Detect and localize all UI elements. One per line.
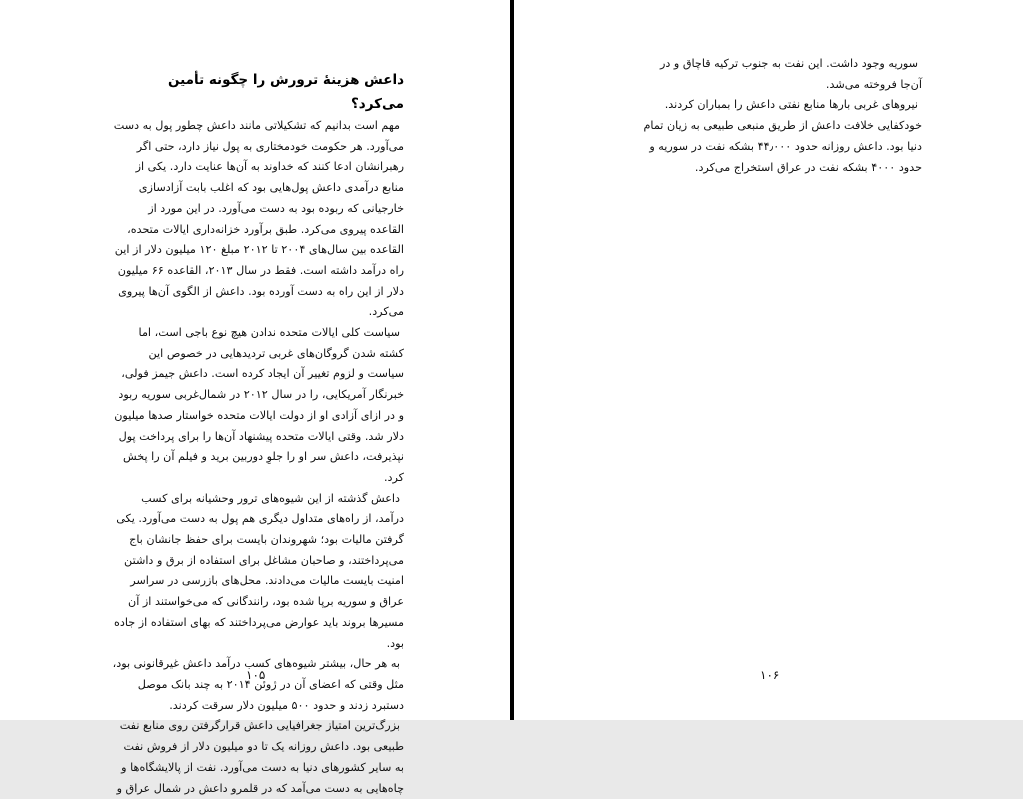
left-page — [0, 0, 510, 795]
right-page-text — [642, 54, 922, 178]
paragraph-oil: بزرگ‌ترین امتیاز جغرافیایی داعش قرارگرفتن روی منابع نفت طبیعی بود. داعش روزانه یک تا دو میلیون دلار از فروش نفت به سایر کشورهای دنیا به دست می‌آورد. نفت از پالایشگاه‌ها و چاه‌هایی به دست می‌آمد که در قلمرو داعش در شمال عراق و — [116, 719, 404, 795]
paragraph-bank-robbery: به هر حال، بیشتر شیوه‌های کسب درآمد داعش غیرقانونی بود، مثل وقتی که اعضای آن در ژوئن ۲۰۱۴ به چند بانک موصل دستبرد زدند و حدود ۵۰۰ میلیون دلار سرقت کردند. — [112, 657, 404, 712]
paragraph-ransom: مهم است بدانیم که تشکیلاتی مانند داعش چطور پول به دست می‌آورد. هر حکومت خودمختاری به پول نیاز دارد، حتی اگر رهبرانشان ادعا کنند که خداوند به آن‌ها عنایت دارد. یکی از منابع درآمدی داعش پول‌هایی بود که اغلب بابت آزادسازی خارجیانی که ربوده بود به دست می‌آورد. در این مورد از القاعده پیروی می‌کرد. طبق برآورد خزانه‌داری ایالات متحده، القاعده بین سال‌های ۲۰۰۴ تا ۲۰۱۲ مبلغ ۱۲۰ میلیون دلار از این راه درآمد داشته است. فقط در سال ۲۰۱۳، القاعده ۶۶ میلیون دلار از این راه به دست آورده بود. داعش از الگوی آن‌ها پیروی می‌کرد. — [113, 119, 404, 319]
page-number-left: ۱۰۵ — [246, 668, 266, 682]
paragraph-smuggling: سوریه وجود داشت. این نفت به جنوب ترکیه قاچاق و در آن‌جا فروخته می‌شد. — [659, 57, 922, 91]
left-page-text — [112, 68, 404, 799]
page-number-right: ۱۰۶ — [760, 668, 780, 682]
paragraph-taxes: داعش گذشته از این شیوه‌های ترور وحشیانه برای کسب درآمد، از راه‌های متداول دیگری هم پول به دست می‌آورد. یکی گرفتن مالیات بود؛ شهروندان بایست برای حفظ جانشان باج می‌پرداختند، و صاحبان مشاغل برای استفاده از برق و داشتن امنیت بایست مالیات می‌دادند. محل‌های بازرسی در سراسر عراق و سوریه برپا شده بود، رانندگانی که می‌خواستند از آن مسیرها بروند باید عوارض می‌پرداختند که بهای استفاده از جاده بود. — [114, 491, 404, 650]
paragraph-bombing: نیروهای غربی بارها منابع نفتی داعش را بمباران کردند. خودکفایی خلافت داعش از طریق منبعی طبیعی به زیان تمام دنیا بود. داعش روزانه حدود ۴۴٫۰۰۰ بشکه نفت در سوریه و حدود ۴۰۰۰ بشکه نفت در عراق استخراج می‌کرد. — [643, 98, 922, 174]
section-heading: داعش هزینهٔ ترورش را چگونه تأمین می‌کرد؟ — [168, 72, 404, 112]
paragraph-us-policy: سیاست کلی ایالات متحده ندادن هیچ نوع باجی است، اما کشته شدن گروگان‌های غربی تردیدهایی در خصوص این سیاست و لزوم تغییر آن ایجاد کرده است. داعش جیمز فولی، خبرنگار آمریکایی، را در سال ۲۰۱۲ در شمال‌غربی سوریه ربود و در ازای آزادی او از دولت ایالات متحده خواستار صدها میلیون دلار شد. وقتی ایالات متحده پیشنهاد آن‌ها را برای پرداخت پول نپذیرفت، داعش سر او را جلوِ دوربین برید و فیلم آن را پخش کرد. — [114, 326, 404, 484]
